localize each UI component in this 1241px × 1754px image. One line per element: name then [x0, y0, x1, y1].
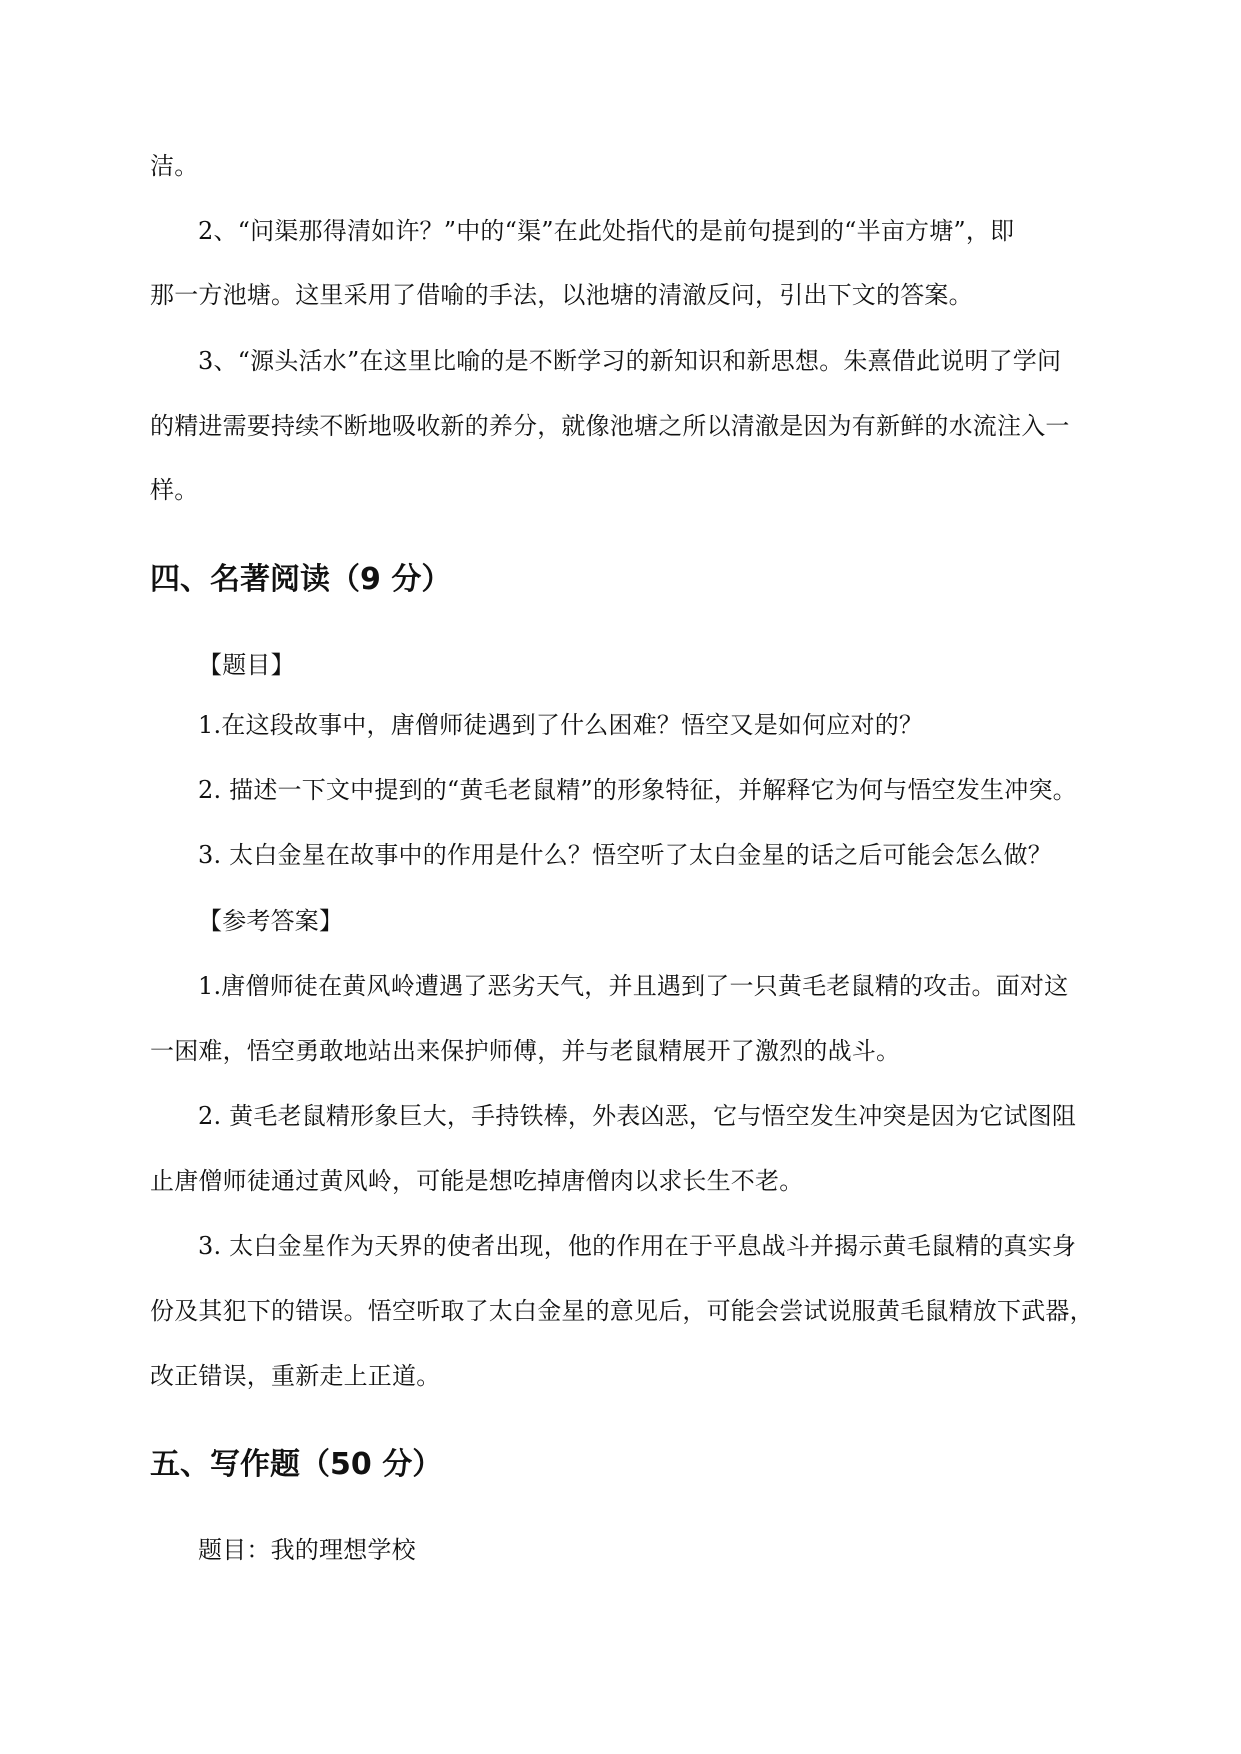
section-4-answer-2-line-1: 2. 黄毛老鼠精形象巨大，手持铁棒，外表凶恶，它与悟空发生冲突是因为它试图阻 [198, 1102, 1077, 1130]
section-4-answer-1-line-1: 1.唐僧师徒在黄风岭遭遇了恶劣天气，并且遇到了一只黄毛老鼠精的攻击。面对这 [198, 972, 1069, 1000]
question-2: 2. 描述一下文中提到的“黄毛老鼠精”的形象特征，并解释它为何与悟空发生冲突。 [198, 776, 1077, 804]
answer-3-line-1: 3、“源头活水”在这里比喻的是不断学习的新知识和新思想。朱熹借此说明了学问 [198, 347, 1062, 375]
answer-2-line-2: 那一方池塘。这里采用了借喻的手法，以池塘的清澈反问，引出下文的答案。 [150, 281, 973, 309]
writing-prompt: 题目：我的理想学校 [198, 1536, 416, 1564]
section-4-heading: 四、名著阅读（9 分） [150, 562, 452, 597]
answer-2-line-1: 2、“问渠那得清如许？”中的“渠”在此处指代的是前句提到的“半亩方塘”，即 [198, 217, 1015, 245]
questions-label: 【题目】 [198, 651, 295, 679]
answers-label: 【参考答案】 [198, 907, 344, 935]
section-4-answer-3-line-2: 份及其犯下的错误。悟空听取了太白金星的意见后，可能会尝试说服黄毛鼠精放下武器， [150, 1297, 1094, 1325]
section-4-answer-3-line-3: 改正错误，重新走上正道。 [150, 1362, 441, 1390]
question-3: 3. 太白金星在故事中的作用是什么？悟空听了太白金星的话之后可能会怎么做？ [198, 841, 1052, 869]
answer-3-line-2: 的精进需要持续不断地吸收新的养分，就像池塘之所以清澈是因为有新鲜的水流注入一 [150, 412, 1070, 440]
answer-1-end: 洁。 [150, 152, 199, 180]
question-1: 1.在这段故事中，唐僧师徒遇到了什么困难？悟空又是如何应对的？ [198, 711, 924, 739]
section-4-answer-3-line-1: 3. 太白金星作为天界的使者出现，他的作用在于平息战斗并揭示黄毛鼠精的真实身 [198, 1232, 1077, 1260]
section-4-answer-2-line-2: 止唐僧师徒通过黄风岭，可能是想吃掉唐僧肉以求长生不老。 [150, 1167, 804, 1195]
section-5-heading: 五、写作题（50 分） [150, 1447, 443, 1482]
section-4-answer-1-line-2: 一困难，悟空勇敢地站出来保护师傅，并与老鼠精展开了激烈的战斗。 [150, 1037, 901, 1065]
answer-3-line-3: 样。 [150, 476, 199, 504]
